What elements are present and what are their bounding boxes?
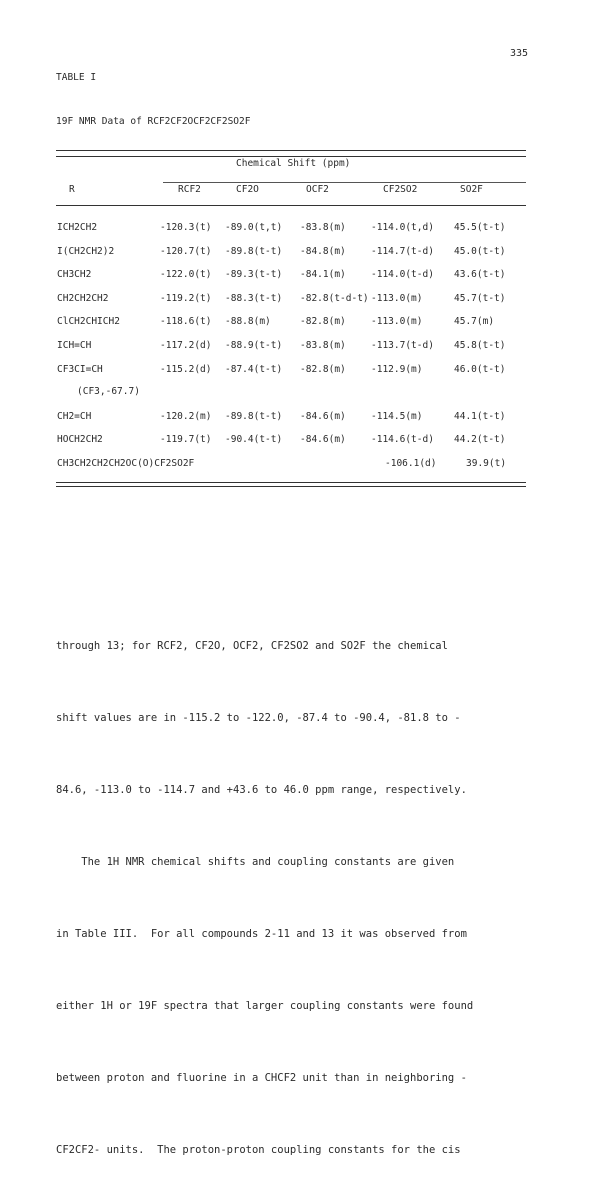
table-cell: -120.2(m) xyxy=(160,411,212,422)
table-header-rule xyxy=(56,205,526,206)
table-row xyxy=(0,293,593,307)
table-cell: -89.3(t-t) xyxy=(225,269,283,280)
body-line: shift values are in -115.2 to -122.0, -87.4 to -90.4, -81.8 to - xyxy=(56,712,461,724)
table-cell: 45.7(t-t) xyxy=(454,293,506,304)
table-cell: 46.0(t-t) xyxy=(454,364,506,375)
body-line: through 13; for RCF2, CF2O, OCF2, CF2SO2 and SO2F the chemical xyxy=(56,640,448,652)
table-cell: -119.7(t) xyxy=(160,434,212,445)
table-cell: -82.8(t-d-t) xyxy=(300,293,369,304)
table-cell: -106.1(d) xyxy=(385,458,437,469)
table-bottom-rule-2 xyxy=(56,486,526,487)
table-cell: -84.8(m) xyxy=(300,246,346,257)
table-caption: 19F NMR Data of RCF2CF2OCF2CF2SO2F xyxy=(56,116,251,127)
table-cell: 45.5(t-t) xyxy=(454,222,506,233)
body-line: CF2CF2- units. The proton-proton coupling constants for the cis xyxy=(56,1144,461,1156)
body-line: either 1H or 19F spectra that larger coupling constants were found xyxy=(56,1000,474,1012)
column-header-ocf2: OCF2 xyxy=(306,184,329,195)
table-bottom-rule xyxy=(56,482,526,483)
column-header-so2f: SO2F xyxy=(460,184,483,195)
table-row xyxy=(0,316,593,330)
table-row xyxy=(0,458,593,472)
table-cell: 43.6(t-t) xyxy=(454,269,506,280)
table-row xyxy=(0,434,593,448)
table-cell: -82.8(m) xyxy=(300,364,346,375)
table-cell: CH2=CH xyxy=(57,411,92,422)
table-row xyxy=(0,411,593,425)
table-cell: -114.5(m) xyxy=(371,411,423,422)
table-cell: 45.8(t-t) xyxy=(454,340,506,351)
table-cell: -122.0(t) xyxy=(160,269,212,280)
chemical-shift-header: Chemical Shift (ppm) xyxy=(236,158,351,169)
table-cell: -89.8(t-t) xyxy=(225,411,283,422)
table-cell: -117.2(d) xyxy=(160,340,212,351)
table-cell: ClCH2CHICH2 xyxy=(57,316,120,327)
table-cell: 44.2(t-t) xyxy=(454,434,506,445)
table-cell: -112.9(m) xyxy=(371,364,423,375)
column-header-r: R xyxy=(69,184,75,195)
table-cell: -114.0(t,d) xyxy=(371,222,434,233)
table-label: TABLE I xyxy=(56,72,97,83)
table-row xyxy=(0,246,593,260)
table-cell: -88.9(t-t) xyxy=(225,340,283,351)
table-cell: -83.8(m) xyxy=(300,222,346,233)
table-cell: CH3CH2 xyxy=(57,269,92,280)
table-cell: -87.4(t-t) xyxy=(225,364,283,375)
table-cell: 45.0(t-t) xyxy=(454,246,506,257)
table-row xyxy=(0,340,593,354)
table-cell: -120.7(t) xyxy=(160,246,212,257)
table-cell: -88.3(t-t) xyxy=(225,293,283,304)
chemical-shift-subrule xyxy=(163,182,526,183)
table-cell: CH2CH2CH2 xyxy=(57,293,109,304)
table-cell: 39.9(t) xyxy=(466,458,507,469)
table-cell: 44.1(t-t) xyxy=(454,411,506,422)
table-cell: CF3CI=CH xyxy=(57,364,103,375)
table-cell: -83.8(m) xyxy=(300,340,346,351)
table-row xyxy=(0,222,593,236)
table-cell: -115.2(d) xyxy=(160,364,212,375)
table-cell: CH3CH2CH2CH2OC(O)CF2SO2F xyxy=(57,458,195,469)
table-cell: I(CH2CH2)2 xyxy=(57,246,115,257)
body-line: The 1H NMR chemical shifts and coupling constants are given xyxy=(56,856,455,868)
table-cell: -114.6(t-d) xyxy=(371,434,434,445)
page-number: 335 xyxy=(510,48,529,59)
table-top-rule-2 xyxy=(56,156,526,157)
column-header-rcf2: RCF2 xyxy=(178,184,201,195)
body-line: in Table III. For all compounds 2-11 and 13 it was observed from xyxy=(56,928,467,940)
table-cell: -84.1(m) xyxy=(300,269,346,280)
body-text xyxy=(56,586,536,1186)
table-cell: -88.8(m) xyxy=(225,316,271,327)
table-cell: -114.0(t-d) xyxy=(371,269,434,280)
table-cell: -119.2(t) xyxy=(160,293,212,304)
table-cell: -113.0(m) xyxy=(371,293,423,304)
table-cell: -120.3(t) xyxy=(160,222,212,233)
table-cell: -114.7(t-d) xyxy=(371,246,434,257)
table-row xyxy=(0,364,593,378)
table-cell: ICH=CH xyxy=(57,340,92,351)
column-header-cf2so2: CF2SO2 xyxy=(383,184,418,195)
table-row xyxy=(0,386,593,400)
body-line: between proton and fluorine in a CHCF2 unit than in neighboring - xyxy=(56,1072,467,1084)
table-cell: -90.4(t-t) xyxy=(225,434,283,445)
table-cell: ICH2CH2 xyxy=(57,222,98,233)
table-cell: -84.6(m) xyxy=(300,434,346,445)
table-cell: -89.0(t,t) xyxy=(225,222,283,233)
table-cell: -113.7(t-d) xyxy=(371,340,434,351)
table-row xyxy=(0,269,593,283)
table-cell: -118.6(t) xyxy=(160,316,212,327)
table-cell: -82.8(m) xyxy=(300,316,346,327)
table-cell: HOCH2CH2 xyxy=(57,434,103,445)
table-cell: -89.8(t-t) xyxy=(225,246,283,257)
table-cell: (CF3,-67.7) xyxy=(77,386,140,397)
body-line: 84.6, -113.0 to -114.7 and +43.6 to 46.0 ppm range, respectively. xyxy=(56,784,467,796)
table-cell: 45.7(m) xyxy=(454,316,495,327)
table-top-rule xyxy=(56,150,526,151)
table-cell: -84.6(m) xyxy=(300,411,346,422)
table-cell: -113.0(m) xyxy=(371,316,423,327)
column-header-cf2o: CF2O xyxy=(236,184,259,195)
